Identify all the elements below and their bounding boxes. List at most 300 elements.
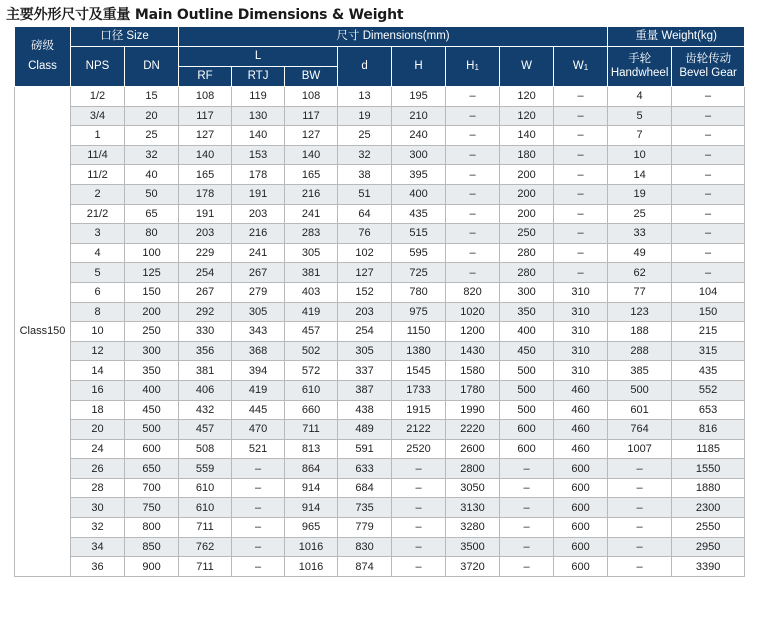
cell-w1: 310: [554, 282, 608, 302]
cell-h: –: [392, 478, 446, 498]
cell-dn: 600: [125, 439, 179, 459]
cell-weight-bevel-gear: –: [672, 263, 745, 283]
cell-nps: 36: [71, 557, 125, 577]
cell-nps: 3/4: [71, 106, 125, 126]
cell-d: 102: [338, 243, 392, 263]
cell-l-rtj: –: [232, 557, 285, 577]
cell-w1: –: [554, 204, 608, 224]
cell-w1: 460: [554, 400, 608, 420]
cell-dn: 850: [125, 537, 179, 557]
cell-nps: 1: [71, 126, 125, 146]
cell-d: 152: [338, 282, 392, 302]
header-w1-sub: 1: [583, 62, 589, 72]
cell-nps: 11/2: [71, 165, 125, 185]
cell-dn: 800: [125, 518, 179, 538]
cell-h1: 3280: [446, 518, 500, 538]
table-row: [15, 557, 745, 577]
table-row: [15, 380, 745, 400]
cell-l-rf: 432: [179, 400, 232, 420]
cell-l-rf: 762: [179, 537, 232, 557]
cell-l-rtj: 130: [232, 106, 285, 126]
cell-weight-handwheel: –: [608, 498, 672, 518]
cell-w: 350: [500, 302, 554, 322]
cell-h1: 2600: [446, 439, 500, 459]
cell-l-bw: 241: [285, 204, 338, 224]
cell-nps: 5: [71, 263, 125, 283]
cell-l-rtj: 470: [232, 420, 285, 440]
cell-weight-handwheel: 33: [608, 224, 672, 244]
cell-l-rtj: 343: [232, 322, 285, 342]
header-h: H: [392, 47, 446, 87]
cell-nps: 3: [71, 224, 125, 244]
cell-weight-handwheel: 14: [608, 165, 672, 185]
cell-nps: 11/4: [71, 145, 125, 165]
cell-nps: 20: [71, 420, 125, 440]
cell-l-bw: 403: [285, 282, 338, 302]
cell-w: 600: [500, 420, 554, 440]
cell-h: 1733: [392, 380, 446, 400]
cell-w1: 600: [554, 459, 608, 479]
cell-h: –: [392, 557, 446, 577]
cell-w: –: [500, 537, 554, 557]
cell-l-rtj: 521: [232, 439, 285, 459]
table-row: [15, 322, 745, 342]
cell-l-bw: 813: [285, 439, 338, 459]
cell-nps: 32: [71, 518, 125, 538]
cell-weight-bevel-gear: –: [672, 243, 745, 263]
cell-nps: 12: [71, 341, 125, 361]
cell-l-rtj: –: [232, 537, 285, 557]
cell-h: 400: [392, 184, 446, 204]
cell-nps: 18: [71, 400, 125, 420]
cell-w: –: [500, 518, 554, 538]
header-l: L: [179, 47, 338, 67]
cell-l-rf: 229: [179, 243, 232, 263]
cell-w: 120: [500, 87, 554, 107]
cell-h1: 1020: [446, 302, 500, 322]
cell-l-rtj: 119: [232, 87, 285, 107]
cell-l-rf: 356: [179, 341, 232, 361]
cell-weight-bevel-gear: –: [672, 87, 745, 107]
table-row: [15, 341, 745, 361]
cell-w1: –: [554, 87, 608, 107]
cell-w: 200: [500, 184, 554, 204]
cell-w: 200: [500, 204, 554, 224]
cell-d: 830: [338, 537, 392, 557]
cell-weight-bevel-gear: 1550: [672, 459, 745, 479]
cell-weight-bevel-gear: 653: [672, 400, 745, 420]
cell-dn: 700: [125, 478, 179, 498]
cell-h: 1380: [392, 341, 446, 361]
class-cell: Class150: [15, 87, 71, 577]
cell-h1: 1990: [446, 400, 500, 420]
cell-w1: –: [554, 184, 608, 204]
cell-h: 1150: [392, 322, 446, 342]
cell-l-rtj: 153: [232, 145, 285, 165]
header-bevel-cn: 齿轮传动: [685, 53, 732, 66]
cell-h: –: [392, 518, 446, 538]
cell-weight-bevel-gear: 1880: [672, 478, 745, 498]
cell-w: 250: [500, 224, 554, 244]
cell-l-rf: 610: [179, 478, 232, 498]
table-row: [15, 459, 745, 479]
table-header: [15, 27, 745, 87]
header-dn: DN: [125, 47, 179, 87]
cell-d: 64: [338, 204, 392, 224]
cell-weight-handwheel: –: [608, 537, 672, 557]
cell-weight-handwheel: 7: [608, 126, 672, 146]
table-row: [15, 420, 745, 440]
cell-l-bw: 117: [285, 106, 338, 126]
cell-h1: –: [446, 87, 500, 107]
cell-l-rf: 165: [179, 165, 232, 185]
cell-weight-bevel-gear: 315: [672, 341, 745, 361]
cell-w1: –: [554, 224, 608, 244]
cell-w: 500: [500, 400, 554, 420]
cell-w1: 600: [554, 518, 608, 538]
cell-weight-handwheel: 764: [608, 420, 672, 440]
cell-h1: –: [446, 106, 500, 126]
cell-weight-handwheel: 4: [608, 87, 672, 107]
cell-w1: –: [554, 145, 608, 165]
table-row: [15, 263, 745, 283]
cell-w: 120: [500, 106, 554, 126]
cell-l-bw: 914: [285, 478, 338, 498]
header-dimensions: 尺寸 Dimensions(mm): [179, 27, 608, 47]
cell-dn: 80: [125, 224, 179, 244]
cell-dn: 125: [125, 263, 179, 283]
cell-l-rtj: 191: [232, 184, 285, 204]
header-h1: [446, 47, 500, 87]
table-row: [15, 498, 745, 518]
cell-l-rtj: 216: [232, 224, 285, 244]
cell-h: –: [392, 498, 446, 518]
header-w: W: [500, 47, 554, 87]
cell-l-rf: 292: [179, 302, 232, 322]
cell-l-rtj: 279: [232, 282, 285, 302]
cell-d: 76: [338, 224, 392, 244]
cell-dn: 750: [125, 498, 179, 518]
cell-d: 337: [338, 361, 392, 381]
cell-h: 725: [392, 263, 446, 283]
cell-h1: 1430: [446, 341, 500, 361]
cell-nps: 34: [71, 537, 125, 557]
table-row: [15, 126, 745, 146]
cell-l-bw: 914: [285, 498, 338, 518]
cell-nps: 21/2: [71, 204, 125, 224]
cell-l-rf: 610: [179, 498, 232, 518]
cell-h1: 2220: [446, 420, 500, 440]
cell-l-rf: 381: [179, 361, 232, 381]
cell-d: 438: [338, 400, 392, 420]
cell-l-bw: 864: [285, 459, 338, 479]
cell-l-bw: 457: [285, 322, 338, 342]
cell-l-rf: 330: [179, 322, 232, 342]
cell-l-rf: 191: [179, 204, 232, 224]
cell-weight-handwheel: 10: [608, 145, 672, 165]
cell-weight-handwheel: 25: [608, 204, 672, 224]
cell-l-bw: 216: [285, 184, 338, 204]
cell-w1: 310: [554, 341, 608, 361]
cell-w1: –: [554, 126, 608, 146]
cell-h1: –: [446, 126, 500, 146]
cell-w: 600: [500, 439, 554, 459]
cell-nps: 6: [71, 282, 125, 302]
cell-d: 203: [338, 302, 392, 322]
cell-l-rtj: 241: [232, 243, 285, 263]
header-w1: [554, 47, 608, 87]
cell-l-rtj: 305: [232, 302, 285, 322]
cell-h: 595: [392, 243, 446, 263]
cell-w1: 600: [554, 537, 608, 557]
cell-h: –: [392, 537, 446, 557]
cell-w1: 600: [554, 498, 608, 518]
cell-h: 780: [392, 282, 446, 302]
cell-w: 200: [500, 165, 554, 185]
cell-h1: 3130: [446, 498, 500, 518]
cell-dn: 350: [125, 361, 179, 381]
cell-d: 633: [338, 459, 392, 479]
cell-l-rtj: 178: [232, 165, 285, 185]
table-row: [15, 537, 745, 557]
cell-d: 19: [338, 106, 392, 126]
cell-w1: 310: [554, 361, 608, 381]
header-class: [15, 27, 71, 87]
cell-d: 38: [338, 165, 392, 185]
dimensions-table: [14, 26, 745, 577]
table-body: [15, 87, 745, 577]
table-row: [15, 224, 745, 244]
cell-l-rf: 140: [179, 145, 232, 165]
cell-l-rtj: 394: [232, 361, 285, 381]
cell-h: 975: [392, 302, 446, 322]
cell-w: 280: [500, 243, 554, 263]
cell-dn: 450: [125, 400, 179, 420]
header-handwheel-en: Handwheel: [610, 66, 669, 79]
cell-l-rtj: 140: [232, 126, 285, 146]
cell-w1: 310: [554, 322, 608, 342]
cell-l-rtj: 419: [232, 380, 285, 400]
table-row: [15, 87, 745, 107]
cell-l-bw: 1016: [285, 557, 338, 577]
cell-h1: 1780: [446, 380, 500, 400]
cell-weight-handwheel: 49: [608, 243, 672, 263]
cell-h1: 820: [446, 282, 500, 302]
cell-l-rf: 711: [179, 518, 232, 538]
cell-nps: 26: [71, 459, 125, 479]
cell-dn: 32: [125, 145, 179, 165]
cell-weight-handwheel: –: [608, 557, 672, 577]
cell-l-bw: 165: [285, 165, 338, 185]
cell-l-bw: 108: [285, 87, 338, 107]
table-row: [15, 400, 745, 420]
cell-weight-handwheel: 500: [608, 380, 672, 400]
cell-h1: –: [446, 145, 500, 165]
cell-h: 2122: [392, 420, 446, 440]
cell-h1: 1200: [446, 322, 500, 342]
cell-w: 280: [500, 263, 554, 283]
cell-l-rf: 178: [179, 184, 232, 204]
cell-h1: –: [446, 263, 500, 283]
cell-weight-bevel-gear: –: [672, 165, 745, 185]
cell-l-rf: 457: [179, 420, 232, 440]
cell-l-rf: 203: [179, 224, 232, 244]
cell-dn: 100: [125, 243, 179, 263]
cell-w: 450: [500, 341, 554, 361]
header-rtj: RTJ: [232, 67, 285, 87]
cell-l-rf: 508: [179, 439, 232, 459]
cell-h: 435: [392, 204, 446, 224]
cell-d: 32: [338, 145, 392, 165]
cell-d: 387: [338, 380, 392, 400]
cell-d: 684: [338, 478, 392, 498]
cell-l-rf: 406: [179, 380, 232, 400]
header-weight: 重量 Weight(kg): [608, 27, 745, 47]
cell-w: –: [500, 498, 554, 518]
cell-h1: 3050: [446, 478, 500, 498]
dimensions-table-wrapper: [14, 26, 745, 577]
cell-l-rf: 711: [179, 557, 232, 577]
cell-l-rtj: 267: [232, 263, 285, 283]
cell-l-bw: 140: [285, 145, 338, 165]
cell-weight-bevel-gear: –: [672, 145, 745, 165]
cell-w1: –: [554, 263, 608, 283]
cell-w1: 600: [554, 557, 608, 577]
cell-w: 300: [500, 282, 554, 302]
header-d: d: [338, 47, 392, 87]
cell-l-bw: 610: [285, 380, 338, 400]
cell-d: 25: [338, 126, 392, 146]
table-row: [15, 243, 745, 263]
cell-w1: 460: [554, 420, 608, 440]
cell-h1: 3720: [446, 557, 500, 577]
cell-nps: 24: [71, 439, 125, 459]
cell-weight-bevel-gear: –: [672, 126, 745, 146]
cell-weight-bevel-gear: 150: [672, 302, 745, 322]
cell-nps: 28: [71, 478, 125, 498]
header-handwheel: [608, 47, 672, 87]
cell-weight-handwheel: –: [608, 518, 672, 538]
cell-w1: –: [554, 106, 608, 126]
cell-h1: –: [446, 204, 500, 224]
cell-dn: 150: [125, 282, 179, 302]
cell-weight-handwheel: –: [608, 478, 672, 498]
cell-dn: 500: [125, 420, 179, 440]
cell-weight-bevel-gear: 816: [672, 420, 745, 440]
cell-l-bw: 127: [285, 126, 338, 146]
cell-l-rf: 267: [179, 282, 232, 302]
cell-dn: 15: [125, 87, 179, 107]
cell-h1: 3500: [446, 537, 500, 557]
header-class-en: Class: [28, 59, 57, 72]
cell-l-rf: 127: [179, 126, 232, 146]
cell-l-rtj: 445: [232, 400, 285, 420]
cell-nps: 1/2: [71, 87, 125, 107]
cell-dn: 300: [125, 341, 179, 361]
table-row: [15, 165, 745, 185]
cell-weight-bevel-gear: 2950: [672, 537, 745, 557]
table-row: [15, 282, 745, 302]
cell-h1: 2800: [446, 459, 500, 479]
cell-weight-handwheel: –: [608, 459, 672, 479]
cell-w: 500: [500, 361, 554, 381]
cell-weight-handwheel: 601: [608, 400, 672, 420]
cell-l-bw: 1016: [285, 537, 338, 557]
cell-weight-bevel-gear: 104: [672, 282, 745, 302]
cell-l-bw: 965: [285, 518, 338, 538]
cell-d: 591: [338, 439, 392, 459]
cell-d: 13: [338, 87, 392, 107]
cell-h: 195: [392, 87, 446, 107]
header-w1-main: W: [572, 59, 584, 72]
cell-w1: 460: [554, 380, 608, 400]
header-bevel-en: Bevel Gear: [679, 66, 737, 79]
cell-weight-bevel-gear: 1185: [672, 439, 745, 459]
header-bevel-gear: [672, 47, 745, 87]
table-row: [15, 478, 745, 498]
cell-d: 254: [338, 322, 392, 342]
cell-d: 127: [338, 263, 392, 283]
table-row: [15, 184, 745, 204]
cell-h: 240: [392, 126, 446, 146]
cell-nps: 10: [71, 322, 125, 342]
cell-l-bw: 419: [285, 302, 338, 322]
cell-h: 1915: [392, 400, 446, 420]
table-row: [15, 204, 745, 224]
cell-l-rtj: 368: [232, 341, 285, 361]
table-row: [15, 145, 745, 165]
cell-h1: –: [446, 184, 500, 204]
header-class-cn: 磅级: [31, 40, 54, 53]
header-rf: RF: [179, 67, 232, 87]
page-title: 主要外形尺寸及重量 Main Outline Dimensions & Weight: [6, 7, 404, 23]
cell-weight-handwheel: 385: [608, 361, 672, 381]
cell-dn: 400: [125, 380, 179, 400]
cell-weight-handwheel: 288: [608, 341, 672, 361]
cell-d: 489: [338, 420, 392, 440]
cell-weight-bevel-gear: 2550: [672, 518, 745, 538]
cell-d: 874: [338, 557, 392, 577]
cell-l-rf: 117: [179, 106, 232, 126]
cell-h: 515: [392, 224, 446, 244]
cell-d: 779: [338, 518, 392, 538]
cell-weight-bevel-gear: 215: [672, 322, 745, 342]
cell-l-bw: 711: [285, 420, 338, 440]
cell-d: 305: [338, 341, 392, 361]
cell-d: 735: [338, 498, 392, 518]
cell-w: 500: [500, 380, 554, 400]
header-h1-main: H: [466, 59, 475, 72]
cell-h1: –: [446, 165, 500, 185]
cell-l-bw: 305: [285, 243, 338, 263]
cell-weight-handwheel: 123: [608, 302, 672, 322]
cell-dn: 50: [125, 184, 179, 204]
header-handwheel-cn: 手轮: [628, 53, 652, 66]
cell-w1: –: [554, 165, 608, 185]
cell-weight-bevel-gear: –: [672, 224, 745, 244]
cell-dn: 900: [125, 557, 179, 577]
cell-l-rf: 254: [179, 263, 232, 283]
cell-w: –: [500, 459, 554, 479]
cell-w1: 600: [554, 478, 608, 498]
table-row: [15, 518, 745, 538]
cell-d: 51: [338, 184, 392, 204]
cell-l-rtj: –: [232, 518, 285, 538]
table-row: [15, 106, 745, 126]
cell-dn: 25: [125, 126, 179, 146]
cell-w: 140: [500, 126, 554, 146]
cell-nps: 8: [71, 302, 125, 322]
